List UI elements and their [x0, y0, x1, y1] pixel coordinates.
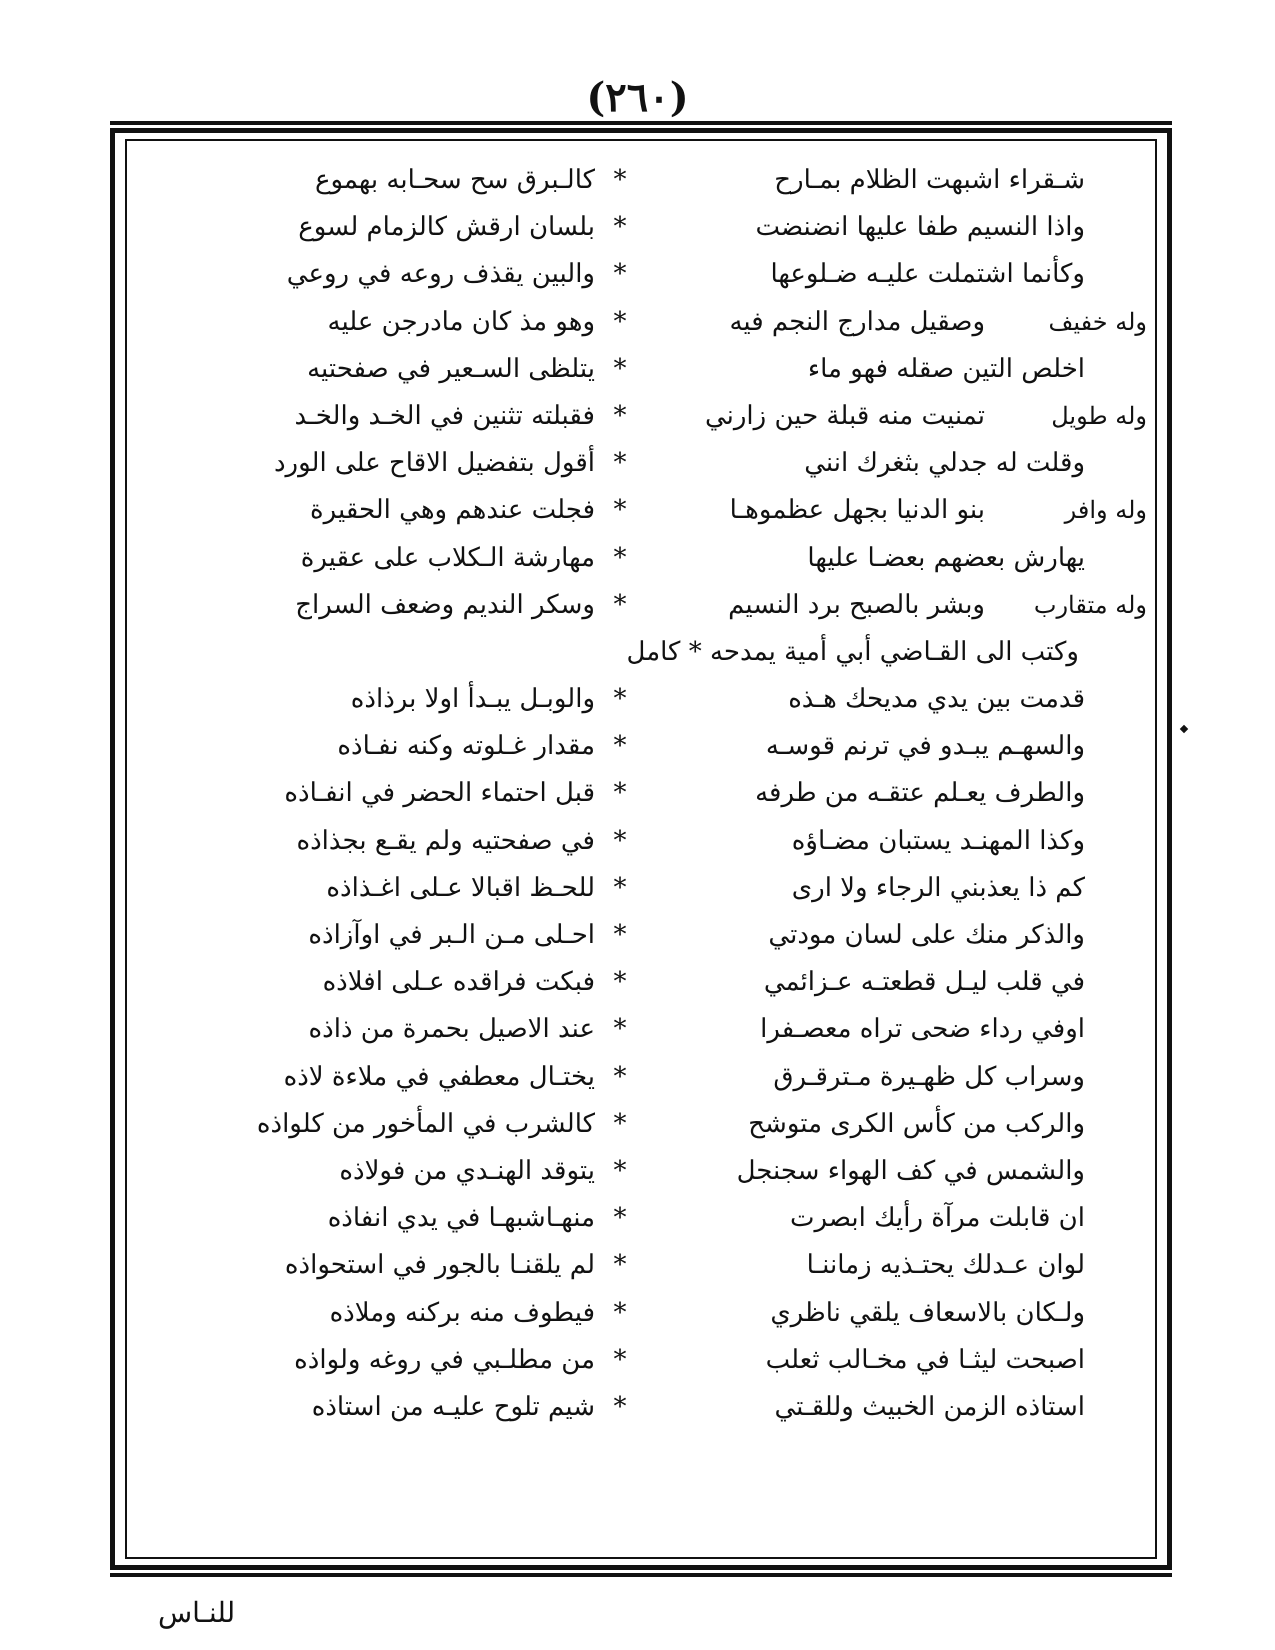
- hemistich-separator: *: [613, 1391, 627, 1422]
- verse-line: [127, 251, 1155, 298]
- page-frame-inner: [125, 139, 1157, 1559]
- verse-line: [127, 818, 1155, 865]
- hemistich-separator: *: [613, 1061, 627, 1092]
- second-hemistich: مقدار غـلوته وكنه نفـاذه: [337, 731, 595, 762]
- catchword: للنـاس: [158, 1596, 236, 1629]
- second-hemistich: مهارشة الـكلاب على عقيرة: [300, 542, 595, 573]
- verse-line: [127, 440, 1155, 487]
- second-hemistich: وهو مذ كان مادرجن عليه: [327, 306, 595, 337]
- verse-line: [127, 1290, 1155, 1337]
- first-hemistich: وكأنما اشتملت عليـه ضـلوعها: [770, 259, 1085, 290]
- meter-label: وله متقارب: [1033, 590, 1147, 619]
- verse-line: [127, 959, 1155, 1006]
- verse-line: [127, 393, 1155, 440]
- second-hemistich: فقبلته تثنين في الخـد والخـد: [294, 400, 595, 431]
- first-hemistich: في قلب ليـل قطعتـه عـزائمي: [763, 967, 1085, 998]
- hemistich-separator: *: [613, 495, 627, 526]
- meter-label: وله خفيف: [1048, 307, 1147, 336]
- second-hemistich: شيم تلوح عليـه من استاذه: [311, 1391, 595, 1422]
- second-hemistich: والبين يقذف روعه في روعي: [286, 259, 595, 290]
- hemistich-separator: *: [613, 400, 627, 431]
- first-hemistich: وكذا المهنـد يستبان مضـاؤه: [791, 825, 1085, 856]
- verse-line: [127, 1195, 1155, 1242]
- hemistich-separator: *: [613, 165, 627, 195]
- hemistich-separator: *: [613, 589, 627, 620]
- second-hemistich: أقول بتفضيل الاقاح على الورد: [273, 448, 595, 479]
- verse-line: [127, 676, 1155, 723]
- second-hemistich: يتوقد الهنـدي من فولاذه: [339, 1155, 595, 1186]
- first-hemistich: وصقيل مدارج النجم فيه: [729, 306, 985, 337]
- verse-line: [127, 1337, 1155, 1384]
- first-hemistich: تمنيت منه قبلة حين زارني: [704, 400, 985, 431]
- frame-top-rule: [110, 121, 1172, 125]
- second-hemistich: فجلت عندهم وهي الحقيرة: [310, 495, 595, 526]
- verse-line: [127, 865, 1155, 912]
- hemistich-separator: *: [613, 825, 627, 856]
- verse-line: [127, 535, 1155, 582]
- second-hemistich: فبكت فراقده عـلى افلاذه: [322, 967, 595, 998]
- first-hemistich: وبشر بالصبح برد النسيم: [728, 589, 985, 620]
- first-hemistich: اوفي رداء ضحى تراه معصـفرا: [760, 1014, 1085, 1045]
- first-hemistich: واذا النسيم طفا عليها انضنضت: [755, 212, 1085, 243]
- hemistich-separator: *: [613, 259, 627, 290]
- hemistich-separator: *: [613, 542, 627, 573]
- second-hemistich: يتلظى السـعير في صفحتيه: [307, 353, 595, 384]
- second-hemistich: كالشرب في المأخور من كلواذه: [256, 1108, 595, 1139]
- hemistich-separator: *: [613, 1344, 627, 1375]
- verse-line: [127, 157, 1155, 204]
- first-hemistich: والركب من كأس الكرى متوشح: [748, 1108, 1085, 1139]
- first-hemistich: وقلت له جدلي بثغرك انني: [804, 448, 1085, 479]
- verse-line: [127, 912, 1155, 959]
- hemistich-separator: *: [613, 684, 627, 715]
- second-hemistich: عند الاصيل بحمرة من ذاذه: [308, 1014, 595, 1045]
- first-hemistich: قدمت بين يدي مديحك هـذه: [788, 684, 1085, 715]
- frame-bottom-rule: [110, 1573, 1172, 1577]
- hemistich-separator: *: [613, 920, 627, 950]
- page-frame: [110, 128, 1172, 1570]
- first-hemistich: اصبحت ليثـا في مخـالب ثعلب: [765, 1344, 1085, 1375]
- second-hemistich: وسكر النديم وضعف السراج: [295, 589, 595, 620]
- hemistich-separator: *: [613, 212, 627, 243]
- verse-lines: [127, 157, 1155, 1431]
- second-hemistich: منهـاشبهـا في يدي انفاذه: [327, 1203, 595, 1234]
- heading-line: وكتب الى القـاضي أبي أمية يمدحه * كامل: [626, 636, 1079, 667]
- second-hemistich: كالـبرق سح سحـابه بهموع: [314, 165, 595, 195]
- second-hemistich: لم يلقنـا بالجور في استحواذه: [284, 1250, 595, 1281]
- hemistich-separator: *: [613, 778, 627, 809]
- meter-label: وله وافر: [1064, 496, 1147, 525]
- second-hemistich: يختـال معطفي في ملاءة لاذه: [283, 1061, 595, 1092]
- hemistich-separator: *: [613, 1108, 627, 1139]
- first-hemistich: يهارش بعضهم بعضـا عليها: [807, 542, 1085, 573]
- hemistich-separator: *: [613, 1297, 627, 1328]
- second-hemistich: في صفحتيه ولم يقـع بجذاذه: [296, 825, 595, 856]
- verse-line: [127, 582, 1155, 629]
- second-hemistich: والوبـل يبـدأ اولا برذاذه: [350, 684, 595, 715]
- verse-line: [127, 723, 1155, 770]
- hemistich-separator: *: [613, 1250, 627, 1281]
- verse-line: [127, 1054, 1155, 1101]
- hemistich-separator: *: [613, 1203, 627, 1234]
- first-hemistich: ولـكان بالاسعاف يلقي ناظري: [770, 1297, 1085, 1328]
- hemistich-separator: *: [613, 448, 627, 479]
- verse-line: [127, 204, 1155, 251]
- first-hemistich: والذكر منك على لسان مودتي: [768, 920, 1085, 950]
- margin-mark: [1180, 725, 1188, 733]
- first-hemistich: لوان عـدلك يحتـذيه زماننـا: [806, 1250, 1085, 1281]
- verse-line: [127, 1242, 1155, 1289]
- first-hemistich: والطرف يعـلم عتقـه من طرفه: [755, 778, 1085, 809]
- verse-line: [127, 629, 1155, 676]
- second-hemistich: فيطوف منه بركنه وملاذه: [329, 1297, 595, 1328]
- page-number: (٢٦٠): [586, 74, 689, 121]
- verse-line: [127, 346, 1155, 393]
- verse-line: [127, 487, 1155, 534]
- second-hemistich: احـلى مـن الـبر في اوآزاذه: [308, 920, 595, 950]
- first-hemistich: استاذه الزمن الخبيث وللقـتي: [774, 1391, 1085, 1422]
- hemistich-separator: *: [613, 731, 627, 762]
- hemistich-separator: *: [613, 872, 627, 903]
- meter-label: وله طويل: [1051, 401, 1147, 430]
- hemistich-separator: *: [613, 967, 627, 998]
- verse-line: [127, 1006, 1155, 1053]
- hemistich-separator: *: [613, 1155, 627, 1186]
- verse-line: [127, 1101, 1155, 1148]
- second-hemistich: قبل احتماء الحضر في انفـاذه: [284, 778, 595, 809]
- hemistich-separator: *: [613, 353, 627, 384]
- hemistich-separator: *: [613, 1014, 627, 1045]
- hemistich-separator: *: [613, 306, 627, 337]
- first-hemistich: شـقراء اشبهت الظلام بمـارح: [774, 165, 1085, 195]
- second-hemistich: بلسان ارقش كالزمام لسوع: [298, 212, 595, 243]
- second-hemistich: من مطلـبي في روغه ولواذه: [294, 1344, 595, 1375]
- first-hemistich: اخلص التين صقله فهو ماء: [807, 353, 1085, 384]
- first-hemistich: والسهـم يبـدو في ترنم قوسـه: [765, 731, 1085, 762]
- first-hemistich: كم ذا يعذبني الرجاء ولا ارى: [791, 872, 1085, 903]
- first-hemistich: بنو الدنيا بجهل عظموهـا: [729, 495, 985, 526]
- verse-line: [127, 1384, 1155, 1431]
- second-hemistich: للحـظ اقبالا عـلى اغـذاذه: [326, 872, 595, 903]
- verse-line: [127, 770, 1155, 817]
- first-hemistich: ان قابلت مرآة رأيك ابصرت: [790, 1203, 1085, 1234]
- first-hemistich: وسراب كل ظهـيرة مـترقـرق: [773, 1061, 1085, 1092]
- first-hemistich: والشمس في كف الهواء سجنجل: [736, 1155, 1085, 1186]
- verse-line: [127, 299, 1155, 346]
- verse-line: [127, 1148, 1155, 1195]
